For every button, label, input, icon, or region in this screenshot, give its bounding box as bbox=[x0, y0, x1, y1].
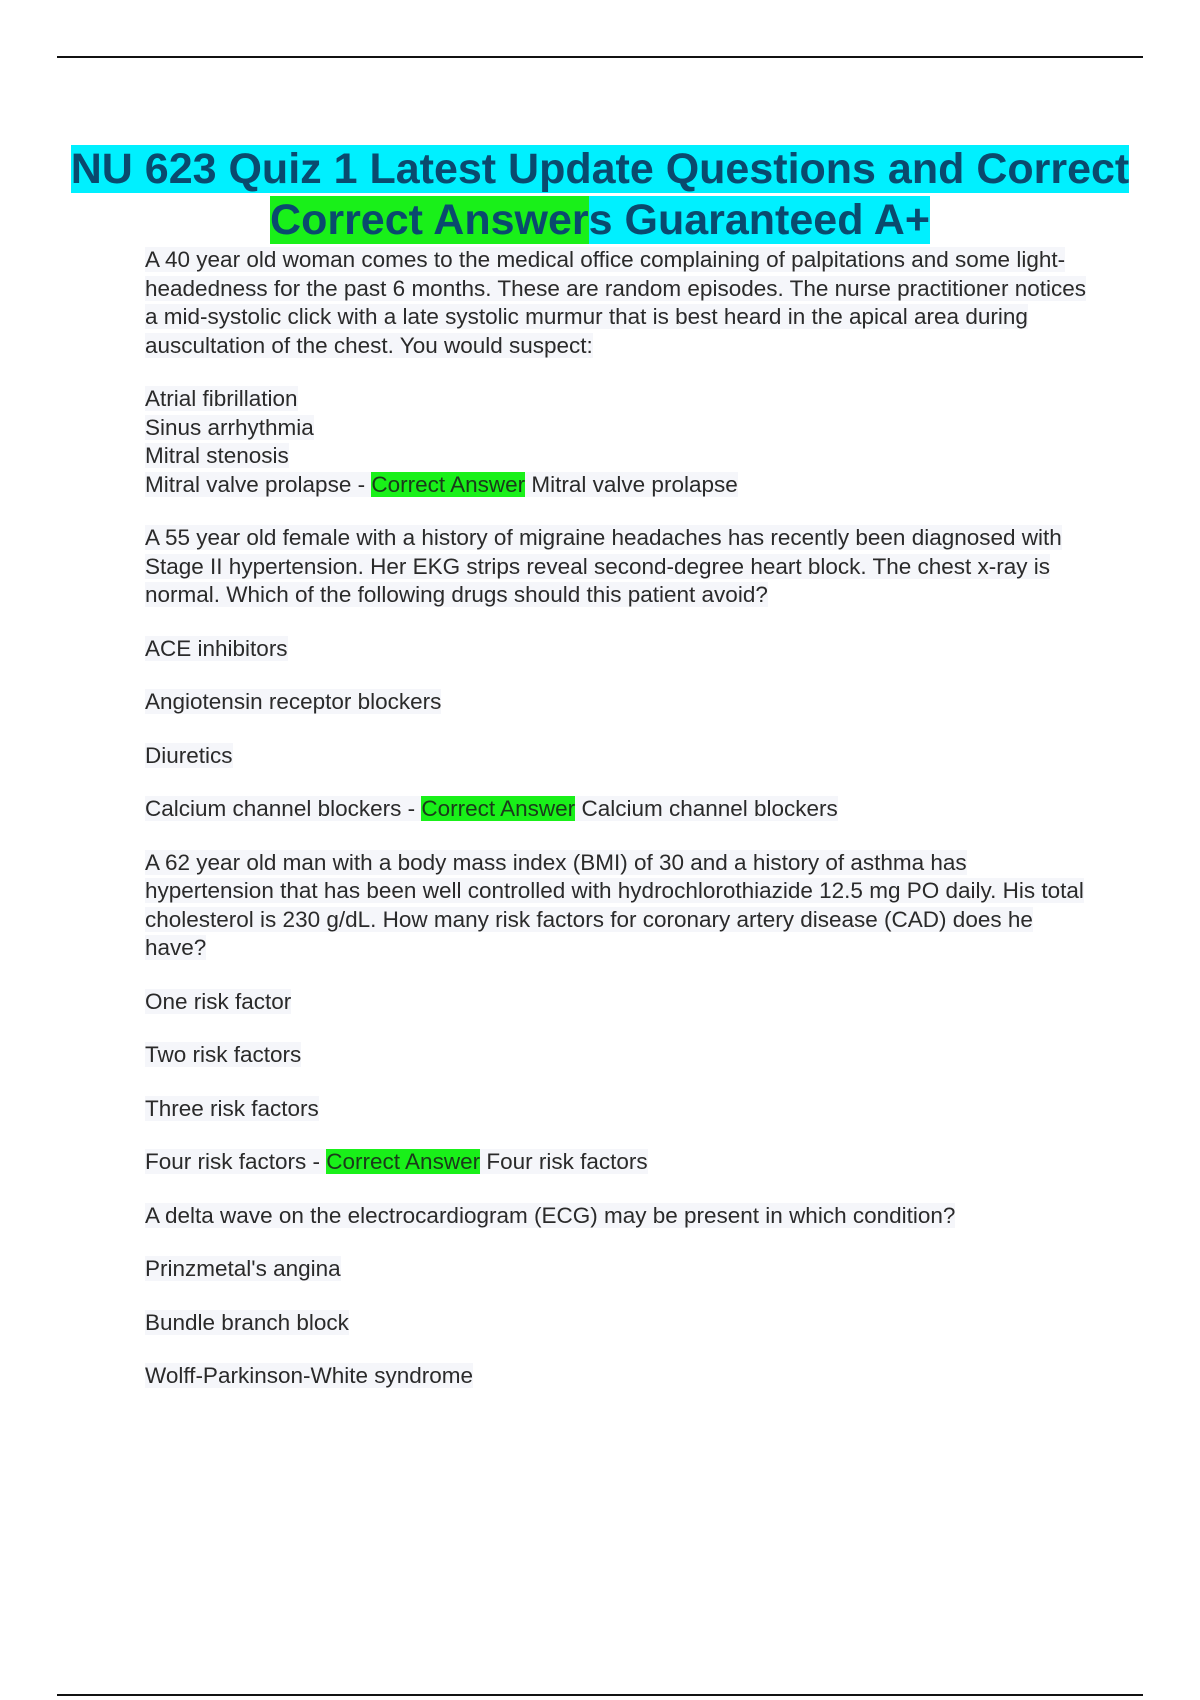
question-3 bbox=[145, 849, 1095, 1177]
answer-option: ACE inhibitors bbox=[145, 635, 288, 661]
answer-option: Two risk factors bbox=[145, 1042, 302, 1067]
top-rule bbox=[57, 56, 1143, 58]
answer-option: Mitral stenosis bbox=[145, 443, 289, 468]
title-highlight-cyan bbox=[71, 145, 1130, 244]
answer-option-correct: Calcium channel blockers - Correct Answer Calcium channel blockers bbox=[145, 796, 838, 821]
answer-option: Angiotensin receptor blockers bbox=[145, 689, 442, 714]
question-1 bbox=[145, 246, 1095, 499]
correct-answer-text: Calcium channel blockers bbox=[575, 796, 838, 821]
answer-option-correct: Mitral valve prolapse - Correct Answer Mitral valve prolapse bbox=[145, 471, 738, 497]
correct-answer-label: Correct Answer bbox=[371, 471, 526, 497]
title-part-3: s Guaranteed A+ bbox=[588, 196, 930, 244]
answer-option-correct: Four risk factors - Correct Answer Four risk factors bbox=[145, 1149, 648, 1174]
answer-option: Wolff-Parkinson-White syndrome bbox=[145, 1363, 474, 1388]
answer-option: Atrial fibrillation bbox=[145, 386, 298, 411]
answer-option: Bundle branch block bbox=[145, 1309, 349, 1335]
correct-answer-text: Mitral valve prolapse bbox=[525, 471, 738, 497]
title-part-1: NU 623 Quiz 1 Latest Update Questions and Correct bbox=[70, 145, 1130, 193]
answer-option: Sinus arrhythmia bbox=[145, 414, 314, 440]
question-prompt: A 55 year old female with a history of migraine headaches has recently been diagnosed with Stage II hypertension. Her EKG strips reveal second-degree heart block. The chest x-ray is normal. Which of the following drugs should this patient avoid? bbox=[145, 525, 1062, 607]
answer-option: Diuretics bbox=[145, 742, 233, 768]
title-part-2: Correct Answer bbox=[270, 196, 589, 244]
bottom-rule bbox=[57, 1694, 1143, 1696]
correct-answer-label: Correct Answer bbox=[421, 796, 576, 821]
question-2 bbox=[145, 524, 1095, 824]
answer-option: Prinzmetal's angina bbox=[145, 1256, 341, 1281]
answer-option: One risk factor bbox=[145, 988, 292, 1014]
question-4 bbox=[145, 1202, 1095, 1391]
document-body bbox=[145, 246, 1095, 1391]
question-prompt: A 62 year old man with a body mass index (BMI) of 30 and a history of asthma has hypertension that has been well controlled with hydrochlorothiazide 12.5 mg PO daily. His total cholesterol is 230 g/dL. How many risk factors for coronary artery disease (CAD) does he have? bbox=[145, 849, 1084, 960]
question-prompt: A 40 year old woman comes to the medical office complaining of palpitations and some light-headedness for the past 6 months. These are random episodes. The nurse practitioner notices a mid-systolic click with a late systolic murmur that is best heard in the apical area during auscultation of the chest. You would suspect: bbox=[145, 247, 1086, 358]
answer-option: Three risk factors bbox=[145, 1095, 319, 1121]
correct-answer-text: Four risk factors bbox=[480, 1149, 648, 1174]
document-title bbox=[60, 144, 1140, 246]
correct-answer-label: Correct Answer bbox=[326, 1149, 481, 1174]
question-prompt: A delta wave on the electrocardiogram (ECG) may be present in which condition? bbox=[145, 1202, 956, 1228]
